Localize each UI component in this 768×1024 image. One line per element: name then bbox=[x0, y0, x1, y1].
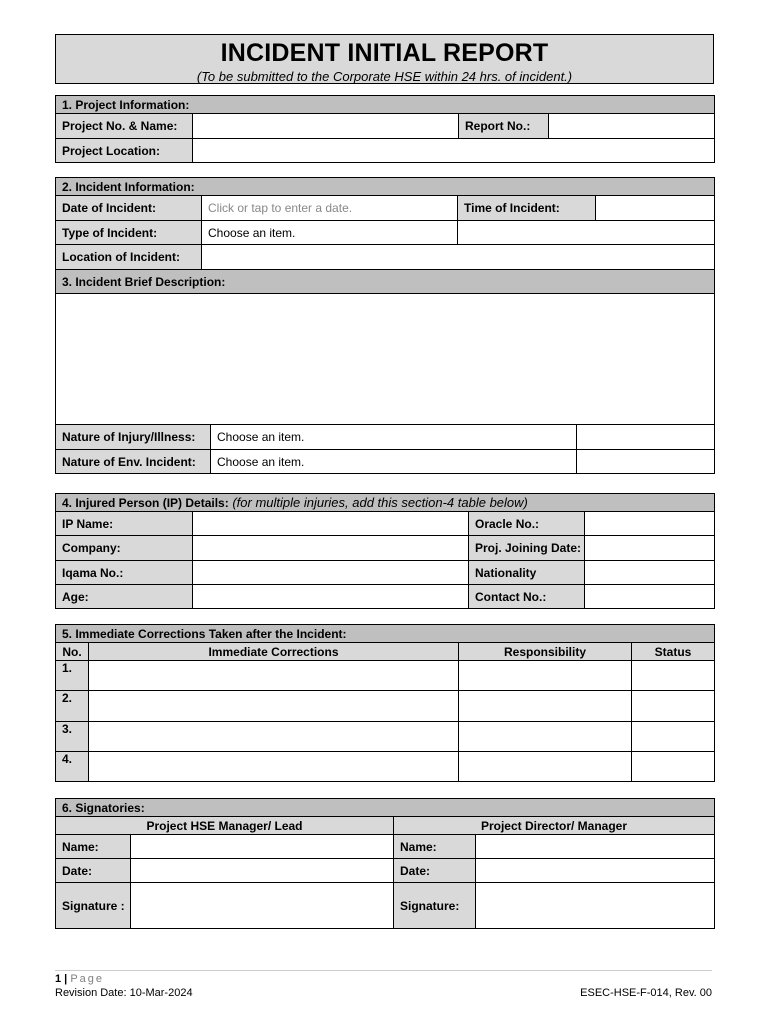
project-location-field[interactable] bbox=[193, 139, 715, 163]
responsibility-field[interactable] bbox=[459, 722, 632, 752]
correction-field[interactable] bbox=[89, 722, 459, 752]
nature-of-injury-dropdown[interactable]: Choose an item. bbox=[211, 425, 577, 450]
correction-field[interactable] bbox=[89, 661, 459, 691]
oracle-no-label: Oracle No.: bbox=[469, 512, 585, 536]
section2-header: 2. Incident Information: bbox=[56, 178, 715, 196]
col-header-status: Status bbox=[632, 643, 715, 661]
iqama-no-label: Iqama No.: bbox=[56, 561, 193, 585]
hse-name-label: Name: bbox=[56, 835, 131, 859]
nationality-field[interactable] bbox=[585, 561, 715, 585]
status-field[interactable] bbox=[632, 722, 715, 752]
nature-of-env-incident-label: Nature of Env. Incident: bbox=[56, 450, 211, 474]
project-information-table bbox=[55, 95, 715, 163]
nature-of-injury-extra-field[interactable] bbox=[577, 425, 715, 450]
col-header-corrections: Immediate Corrections bbox=[89, 643, 459, 661]
time-of-incident-label: Time of Incident: bbox=[458, 196, 596, 221]
location-of-incident-field[interactable] bbox=[202, 245, 715, 270]
ip-name-label: IP Name: bbox=[56, 512, 193, 536]
nature-of-env-incident-dropdown[interactable]: Choose an item. bbox=[211, 450, 577, 474]
incident-description-field[interactable] bbox=[56, 294, 715, 425]
report-subtitle: (To be submitted to the Corporate HSE within 24 hrs. of incident.) bbox=[196, 69, 573, 84]
director-date-label: Date: bbox=[394, 859, 476, 883]
type-of-incident-label: Type of Incident: bbox=[56, 221, 202, 245]
director-name-field[interactable] bbox=[476, 835, 715, 859]
row-number: 4. bbox=[56, 752, 89, 782]
nature-of-env-incident-extra-field[interactable] bbox=[577, 450, 715, 474]
status-field[interactable] bbox=[632, 661, 715, 691]
report-no-label: Report No.: bbox=[459, 114, 549, 139]
section4-header-title: 4. Injured Person (IP) Details: bbox=[62, 496, 229, 510]
table-row bbox=[56, 752, 715, 782]
row-number: 2. bbox=[56, 691, 89, 722]
director-signature-field[interactable] bbox=[476, 883, 715, 929]
date-of-incident-picker[interactable]: Click or tap to enter a date. bbox=[202, 196, 458, 221]
section1-header: 1. Project Information: bbox=[56, 96, 715, 114]
report-title-box bbox=[55, 34, 714, 84]
responsibility-field[interactable] bbox=[459, 661, 632, 691]
page-word: Page bbox=[70, 973, 105, 985]
hse-signature-label: Signature : bbox=[56, 883, 131, 929]
director-name-label: Name: bbox=[394, 835, 476, 859]
responsibility-field[interactable] bbox=[459, 752, 632, 782]
page-indicator bbox=[55, 973, 104, 985]
location-of-incident-label: Location of Incident: bbox=[56, 245, 202, 270]
nationality-label: Nationality bbox=[469, 561, 585, 585]
signatories-table bbox=[55, 798, 715, 929]
correction-field[interactable] bbox=[89, 691, 459, 722]
row-number: 1. bbox=[56, 661, 89, 691]
director-signature-label: Signature: bbox=[394, 883, 476, 929]
section3-header: 3. Incident Brief Description: bbox=[56, 270, 715, 294]
table-row bbox=[56, 691, 715, 722]
page-separator: | bbox=[61, 973, 71, 985]
footer-divider bbox=[55, 970, 712, 971]
section4-header bbox=[56, 494, 715, 512]
section4-header-note: (for multiple injuries, add this section-4 table below) bbox=[228, 495, 528, 510]
revision-date: Revision Date: 10-Mar-2024 bbox=[55, 987, 193, 999]
responsibility-field[interactable] bbox=[459, 691, 632, 722]
table-row bbox=[56, 661, 715, 691]
row-number: 3. bbox=[56, 722, 89, 752]
age-label: Age: bbox=[56, 585, 193, 609]
proj-joining-date-label: Proj. Joining Date: bbox=[469, 536, 585, 561]
company-field[interactable] bbox=[193, 536, 469, 561]
report-no-field[interactable] bbox=[549, 114, 715, 139]
section5-header: 5. Immediate Corrections Taken after the Incident: bbox=[56, 625, 715, 643]
injured-person-table bbox=[55, 493, 715, 609]
company-label: Company: bbox=[56, 536, 193, 561]
ip-name-field[interactable] bbox=[193, 512, 469, 536]
project-no-label: Project No. & Name: bbox=[56, 114, 193, 139]
nature-of-injury-label: Nature of Injury/Illness: bbox=[56, 425, 211, 450]
project-no-field[interactable] bbox=[193, 114, 459, 139]
status-field[interactable] bbox=[632, 752, 715, 782]
table-row bbox=[56, 722, 715, 752]
proj-joining-date-field[interactable] bbox=[585, 536, 715, 561]
age-field[interactable] bbox=[193, 585, 469, 609]
report-title: INCIDENT INITIAL REPORT bbox=[220, 39, 549, 67]
type-of-incident-dropdown[interactable]: Choose an item. bbox=[202, 221, 458, 245]
incident-information-table bbox=[55, 177, 715, 474]
hse-name-field[interactable] bbox=[131, 835, 394, 859]
status-field[interactable] bbox=[632, 691, 715, 722]
page-number: 1 bbox=[55, 973, 62, 985]
date-of-incident-label: Date of Incident: bbox=[56, 196, 202, 221]
hse-manager-column-title: Project HSE Manager/ Lead bbox=[56, 817, 394, 835]
hse-date-label: Date: bbox=[56, 859, 131, 883]
project-location-label: Project Location: bbox=[56, 139, 193, 163]
contact-no-label: Contact No.: bbox=[469, 585, 585, 609]
oracle-no-field[interactable] bbox=[585, 512, 715, 536]
section6-header: 6. Signatories: bbox=[56, 799, 715, 817]
director-date-field[interactable] bbox=[476, 859, 715, 883]
contact-no-field[interactable] bbox=[585, 585, 715, 609]
time-of-incident-field[interactable] bbox=[596, 196, 715, 221]
project-director-column-title: Project Director/ Manager bbox=[394, 817, 715, 835]
col-header-no: No. bbox=[56, 643, 89, 661]
hse-signature-field[interactable] bbox=[131, 883, 394, 929]
col-header-responsibility: Responsibility bbox=[459, 643, 632, 661]
hse-date-field[interactable] bbox=[131, 859, 394, 883]
immediate-corrections-table bbox=[55, 624, 715, 782]
document-code: ESEC-HSE-F-014, Rev. 00 bbox=[580, 987, 712, 999]
correction-field[interactable] bbox=[89, 752, 459, 782]
iqama-no-field[interactable] bbox=[193, 561, 469, 585]
type-of-incident-extra-field[interactable] bbox=[458, 221, 715, 245]
